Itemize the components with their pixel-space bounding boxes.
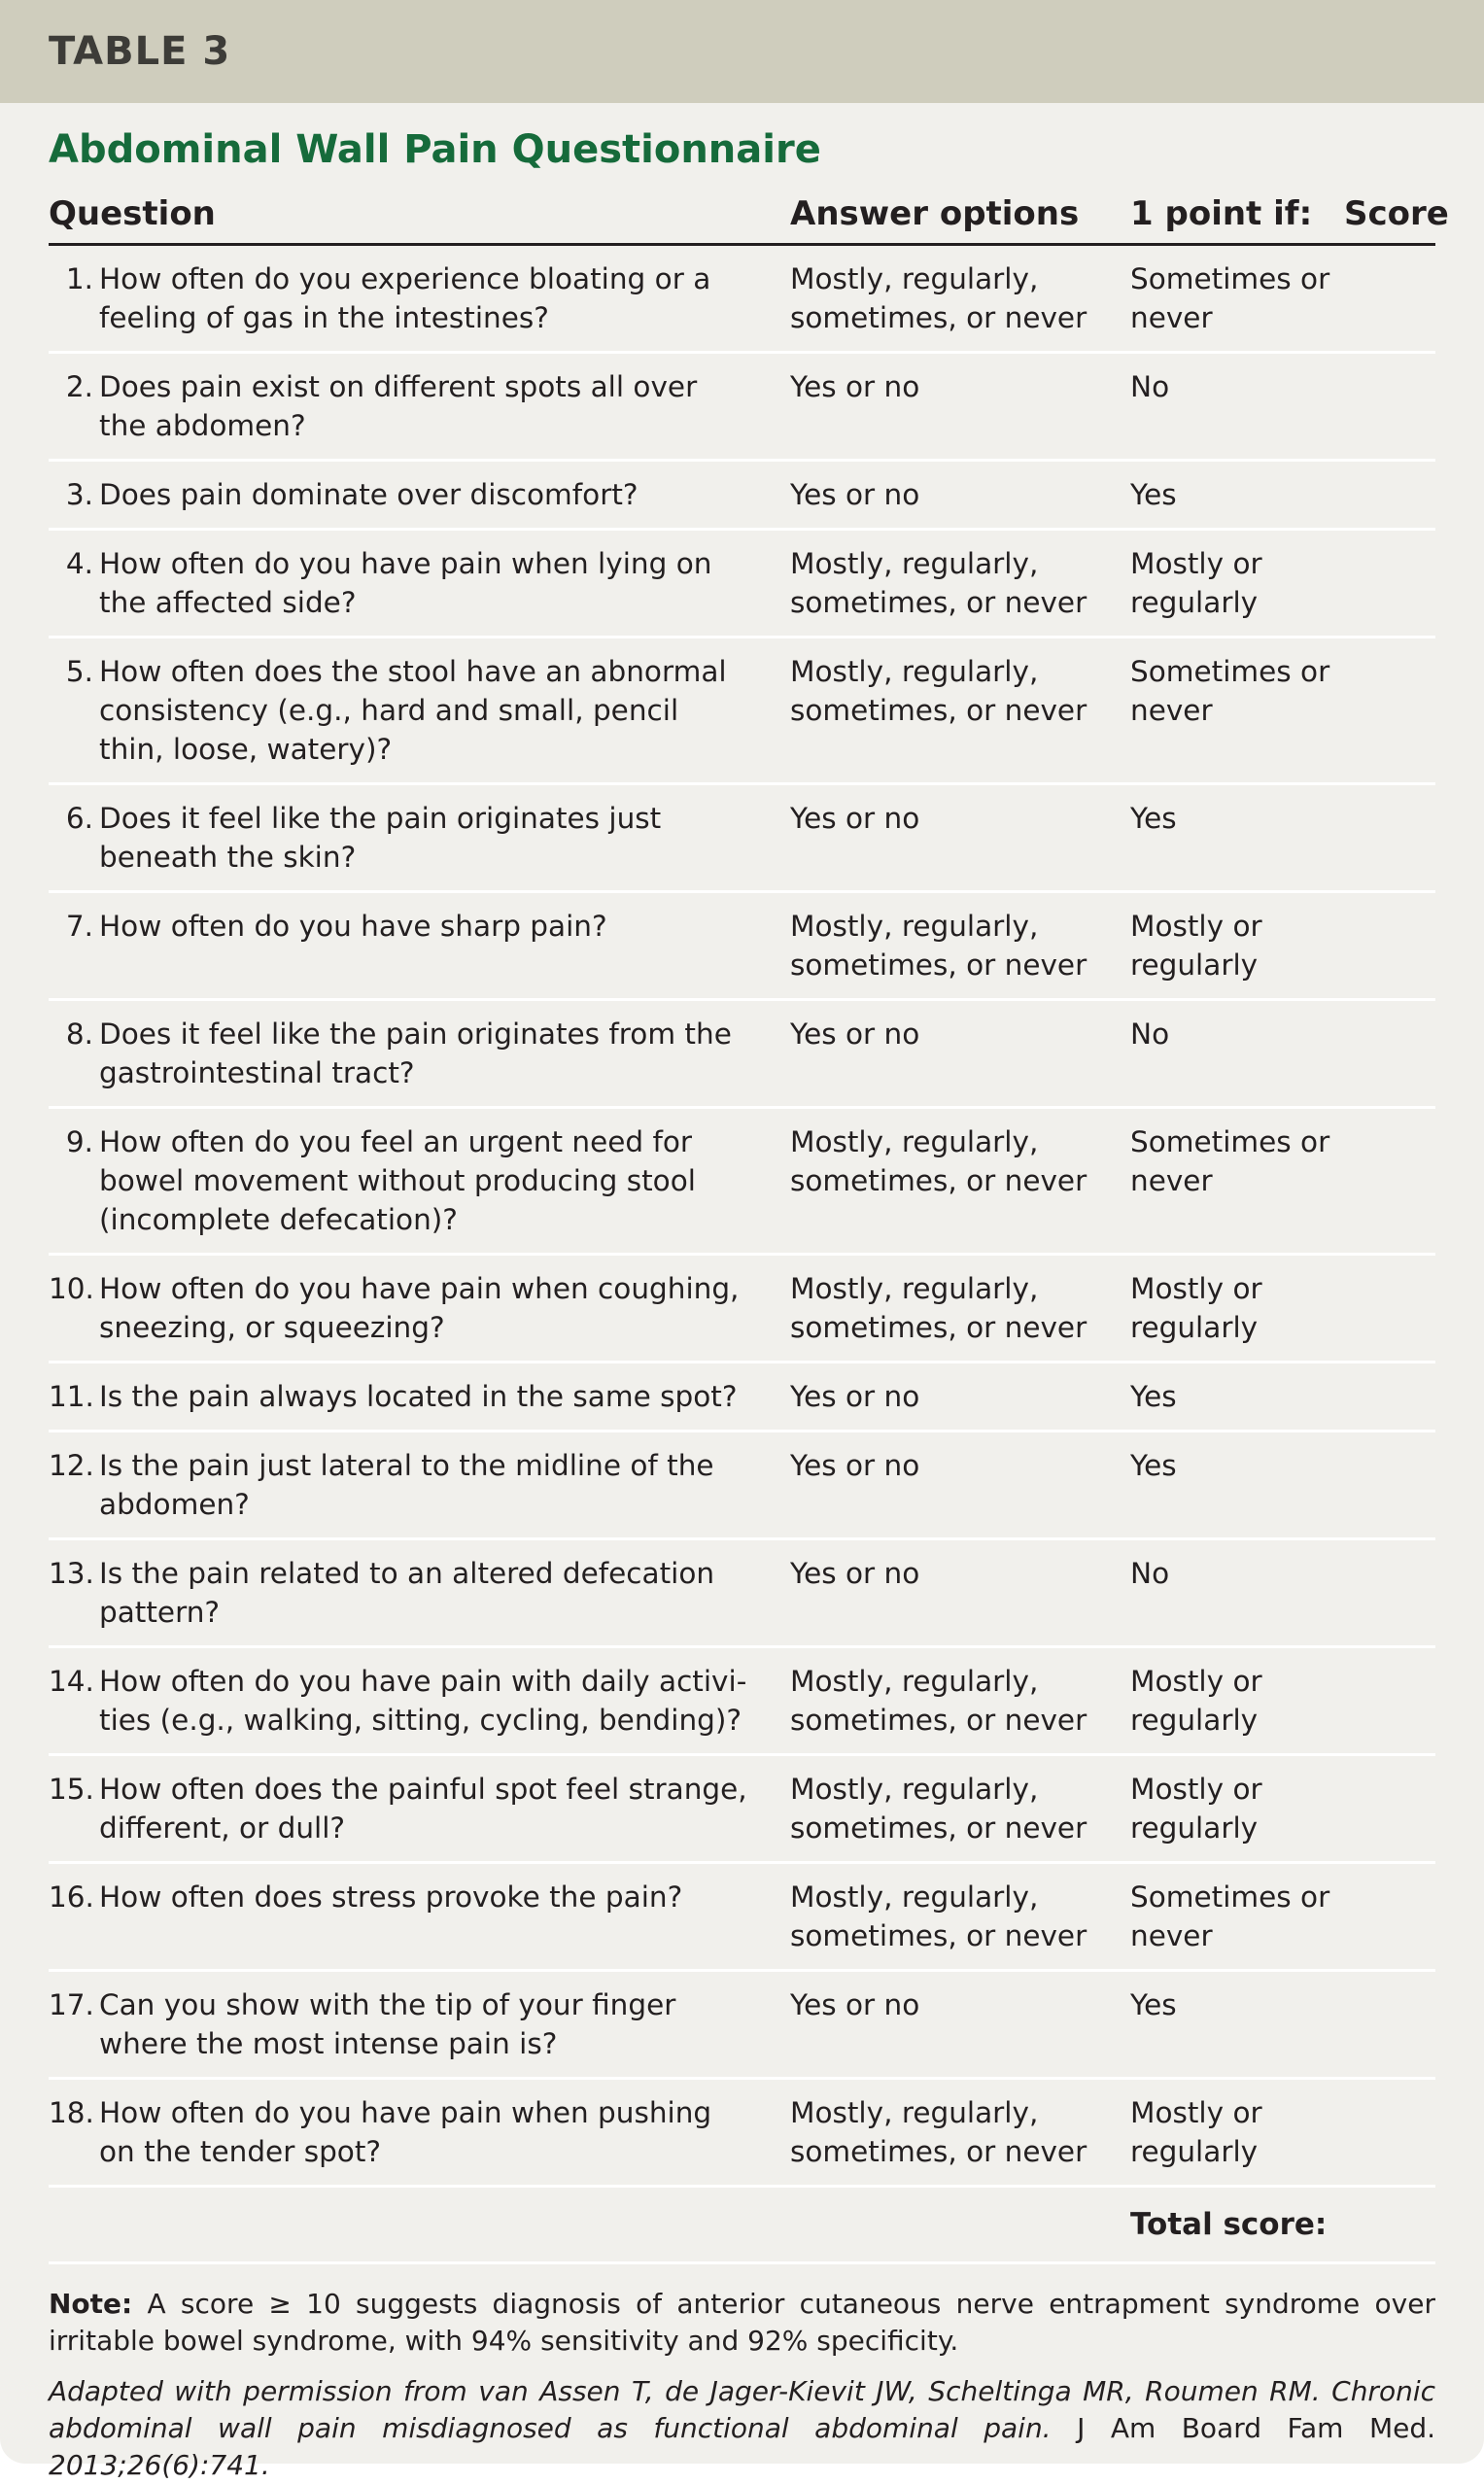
question-number: 18.	[49, 2096, 94, 2129]
header-score: Score	[1344, 194, 1449, 233]
answer-options-cell: Mostly, regularly, sometimes, or never	[790, 910, 1087, 982]
point-if-cell: Mostly or regularly	[1130, 547, 1262, 619]
table-row	[49, 1363, 1435, 1432]
answer-options-cell: Mostly, regularly, sometimes, or never	[790, 1665, 1087, 1737]
question-text: How often do you have pain when pushing on the tender spot?	[99, 2096, 712, 2168]
answer-options-cell: Mostly, regularly, sometimes, or never	[790, 262, 1087, 334]
question-text: How often do you have pain when lying on the affected side?	[99, 547, 712, 619]
table-row	[49, 462, 1435, 531]
score-cell	[1344, 652, 1435, 769]
score-cell	[1344, 2093, 1435, 2171]
question-text: Can you show with the tip of your finger where the most intense pain is?	[99, 1988, 676, 2060]
table-row	[49, 785, 1435, 893]
point-if-cell: No	[1130, 370, 1170, 403]
question-number: 4.	[65, 547, 93, 580]
table-row	[49, 1864, 1435, 1972]
question-number: 11.	[49, 1380, 94, 1413]
question-cell	[49, 2093, 790, 2171]
score-cell	[1344, 367, 1435, 445]
point-if-cell: Mostly or regularly	[1130, 1272, 1262, 1344]
score-cell	[1344, 1878, 1435, 1955]
point-if-cell: Sometimes or never	[1130, 262, 1330, 334]
question-number: 2.	[65, 370, 93, 403]
point-if-cell: No	[1130, 1557, 1170, 1590]
table-row	[49, 246, 1435, 354]
question-cell	[49, 1770, 790, 1847]
question-text: How often do you have pain when coughing, sneezing, or squeezing?	[99, 1272, 740, 1344]
table-row	[49, 1648, 1435, 1756]
score-cell	[1344, 475, 1435, 514]
score-cell	[1344, 799, 1435, 877]
score-cell	[1344, 1269, 1435, 1347]
question-cell	[49, 1015, 790, 1092]
answer-options-cell: Yes or no	[790, 1557, 920, 1590]
question-number: 1.	[65, 262, 93, 295]
answer-options-cell: Yes or no	[790, 370, 920, 403]
point-if-cell: Sometimes or never	[1130, 1125, 1330, 1197]
question-text: How often do you have sharp pain?	[99, 910, 607, 943]
question-number: 8.	[65, 1018, 93, 1051]
question-number: 3.	[65, 478, 93, 511]
question-cell	[49, 544, 790, 622]
question-text: How often do you feel an urgent need for bowel movement without producing stool (incomplete defecation)?	[99, 1125, 696, 1236]
question-cell	[49, 1662, 790, 1740]
answer-options-cell: Yes or no	[790, 1380, 920, 1413]
point-if-cell: Mostly or regularly	[1130, 2096, 1262, 2168]
score-cell	[1344, 1446, 1435, 1524]
question-cell	[49, 907, 790, 984]
answer-options-cell: Yes or no	[790, 1449, 920, 1482]
table-note	[49, 2286, 1435, 2360]
total-score-label: Total score:	[1130, 2207, 1328, 2242]
table-row	[49, 1972, 1435, 2080]
table-row	[49, 1432, 1435, 1540]
total-score-row	[49, 2188, 1435, 2264]
table-row	[49, 1540, 1435, 1648]
score-cell	[1344, 1377, 1435, 1416]
point-if-cell: Yes	[1130, 1449, 1177, 1482]
question-cell	[49, 1377, 790, 1416]
source-journal: J Am Board Fam Med.	[1077, 2412, 1435, 2444]
source-text: Adapted with permission from van Assen T, de Jager-Kievit JW, Scheltinga MR, Roumen RM. Chronic abdominal wall pain misdiagnosed as functional abdominal pain.	[49, 2375, 1435, 2444]
score-cell	[1344, 1985, 1435, 2063]
table-row	[49, 893, 1435, 1001]
answer-options-cell: Mostly, regularly, sometimes, or never	[790, 2096, 1087, 2168]
table-row	[49, 1256, 1435, 1363]
point-if-cell: Mostly or regularly	[1130, 1665, 1262, 1737]
answer-options-cell: Mostly, regularly, sometimes, or never	[790, 1880, 1087, 1952]
question-text: Is the pain always located in the same spot?	[99, 1380, 738, 1413]
note-text: A score ≥ 10 suggests diagnosis of anterior cutaneous nerve entrapment syndrome over irritable bowel syndrome, with 94% sensitivity and 92% specificity.	[49, 2288, 1435, 2357]
table-row	[49, 531, 1435, 638]
table-row	[49, 638, 1435, 785]
question-number: 7.	[65, 910, 93, 943]
question-cell	[49, 1878, 790, 1955]
question-cell	[49, 1554, 790, 1632]
question-number: 13.	[49, 1557, 94, 1590]
question-number: 10.	[49, 1272, 94, 1305]
point-if-cell: Sometimes or never	[1130, 1880, 1330, 1952]
table-row	[49, 1109, 1435, 1256]
answer-options-cell: Yes or no	[790, 478, 920, 511]
question-number: 5.	[65, 655, 93, 688]
table-row	[49, 1756, 1435, 1864]
table-title: Abdominal Wall Pain Questionnaire	[49, 127, 821, 172]
header-question: Question	[49, 194, 216, 233]
table-body	[49, 246, 1435, 2188]
score-cell	[1344, 1015, 1435, 1092]
header-point-if: 1 point if:	[1130, 194, 1313, 233]
point-if-cell: No	[1130, 1018, 1170, 1051]
table-row	[49, 1001, 1435, 1109]
point-if-cell: Yes	[1130, 478, 1177, 511]
answer-options-cell: Mostly, regularly, sometimes, or never	[790, 1125, 1087, 1197]
score-cell	[1344, 1662, 1435, 1740]
question-text: How often does the painful spot feel strange, different, or dull?	[99, 1773, 747, 1845]
point-if-cell: Mostly or regularly	[1130, 910, 1262, 982]
question-number: 12.	[49, 1449, 94, 1482]
question-text: Does it feel like the pain originates just beneath the skin?	[99, 802, 662, 874]
table-content	[49, 103, 1449, 2484]
question-text: How often do you have pain with daily activi-ties (e.g., walking, sitting, cycling, bending)?	[99, 1665, 747, 1737]
score-cell	[1344, 259, 1435, 337]
question-text: How often do you experience bloating or a feeling of gas in the intestines?	[99, 262, 711, 334]
header-answer-options: Answer options	[790, 194, 1080, 233]
question-text: How often does stress provoke the pain?	[99, 1880, 683, 1914]
question-cell	[49, 799, 790, 877]
question-number: 15.	[49, 1773, 94, 1806]
question-text: Does pain exist on different spots all over the abdomen?	[99, 370, 698, 442]
question-text: Is the pain just lateral to the midline of the abdomen?	[99, 1449, 714, 1521]
question-cell	[49, 367, 790, 445]
source-citation	[49, 2373, 1435, 2484]
question-cell	[49, 652, 790, 769]
table-row	[49, 354, 1435, 462]
question-cell	[49, 259, 790, 337]
point-if-cell: Yes	[1130, 1380, 1177, 1413]
answer-options-cell: Mostly, regularly, sometimes, or never	[790, 547, 1087, 619]
questionnaire-table	[49, 185, 1449, 2264]
point-if-cell: Yes	[1130, 802, 1177, 835]
table-label-banner	[0, 0, 1484, 103]
note-label: Note:	[49, 2288, 133, 2320]
score-cell	[1344, 544, 1435, 622]
question-number: 17.	[49, 1988, 94, 2021]
question-cell	[49, 1985, 790, 2063]
table-header-row	[49, 185, 1449, 246]
score-cell	[1344, 1554, 1435, 1632]
answer-options-cell: Yes or no	[790, 802, 920, 835]
question-text: Is the pain related to an altered defecation pattern?	[99, 1557, 715, 1629]
point-if-cell: Sometimes or never	[1130, 655, 1330, 727]
question-cell	[49, 1122, 790, 1239]
score-cell	[1344, 1122, 1435, 1239]
question-text: Does it feel like the pain originates from the gastrointestinal tract?	[99, 1018, 732, 1089]
source-reference: 2013;26(6):741.	[49, 2449, 270, 2481]
table-row	[49, 2080, 1435, 2188]
question-number: 16.	[49, 1880, 94, 1914]
question-text: Does pain dominate over discomfort?	[99, 478, 638, 511]
question-cell	[49, 1269, 790, 1347]
answer-options-cell: Mostly, regularly, sometimes, or never	[790, 1272, 1087, 1344]
question-text: How often does the stool have an abnormal consistency (e.g., hard and small, pencil thin, loose, watery)?	[99, 655, 727, 766]
score-cell	[1344, 907, 1435, 984]
score-cell	[1344, 1770, 1435, 1847]
answer-options-cell: Mostly, regularly, sometimes, or never	[790, 655, 1087, 727]
question-number: 9.	[65, 1125, 93, 1158]
table-label: TABLE 3	[49, 29, 231, 74]
answer-options-cell: Yes or no	[790, 1988, 920, 2021]
question-number: 14.	[49, 1665, 94, 1698]
question-cell	[49, 475, 790, 514]
question-number: 6.	[65, 802, 93, 835]
answer-options-cell: Mostly, regularly, sometimes, or never	[790, 1773, 1087, 1845]
answer-options-cell: Yes or no	[790, 1018, 920, 1051]
point-if-cell: Mostly or regularly	[1130, 1773, 1262, 1845]
question-cell	[49, 1446, 790, 1524]
point-if-cell: Yes	[1130, 1988, 1177, 2021]
